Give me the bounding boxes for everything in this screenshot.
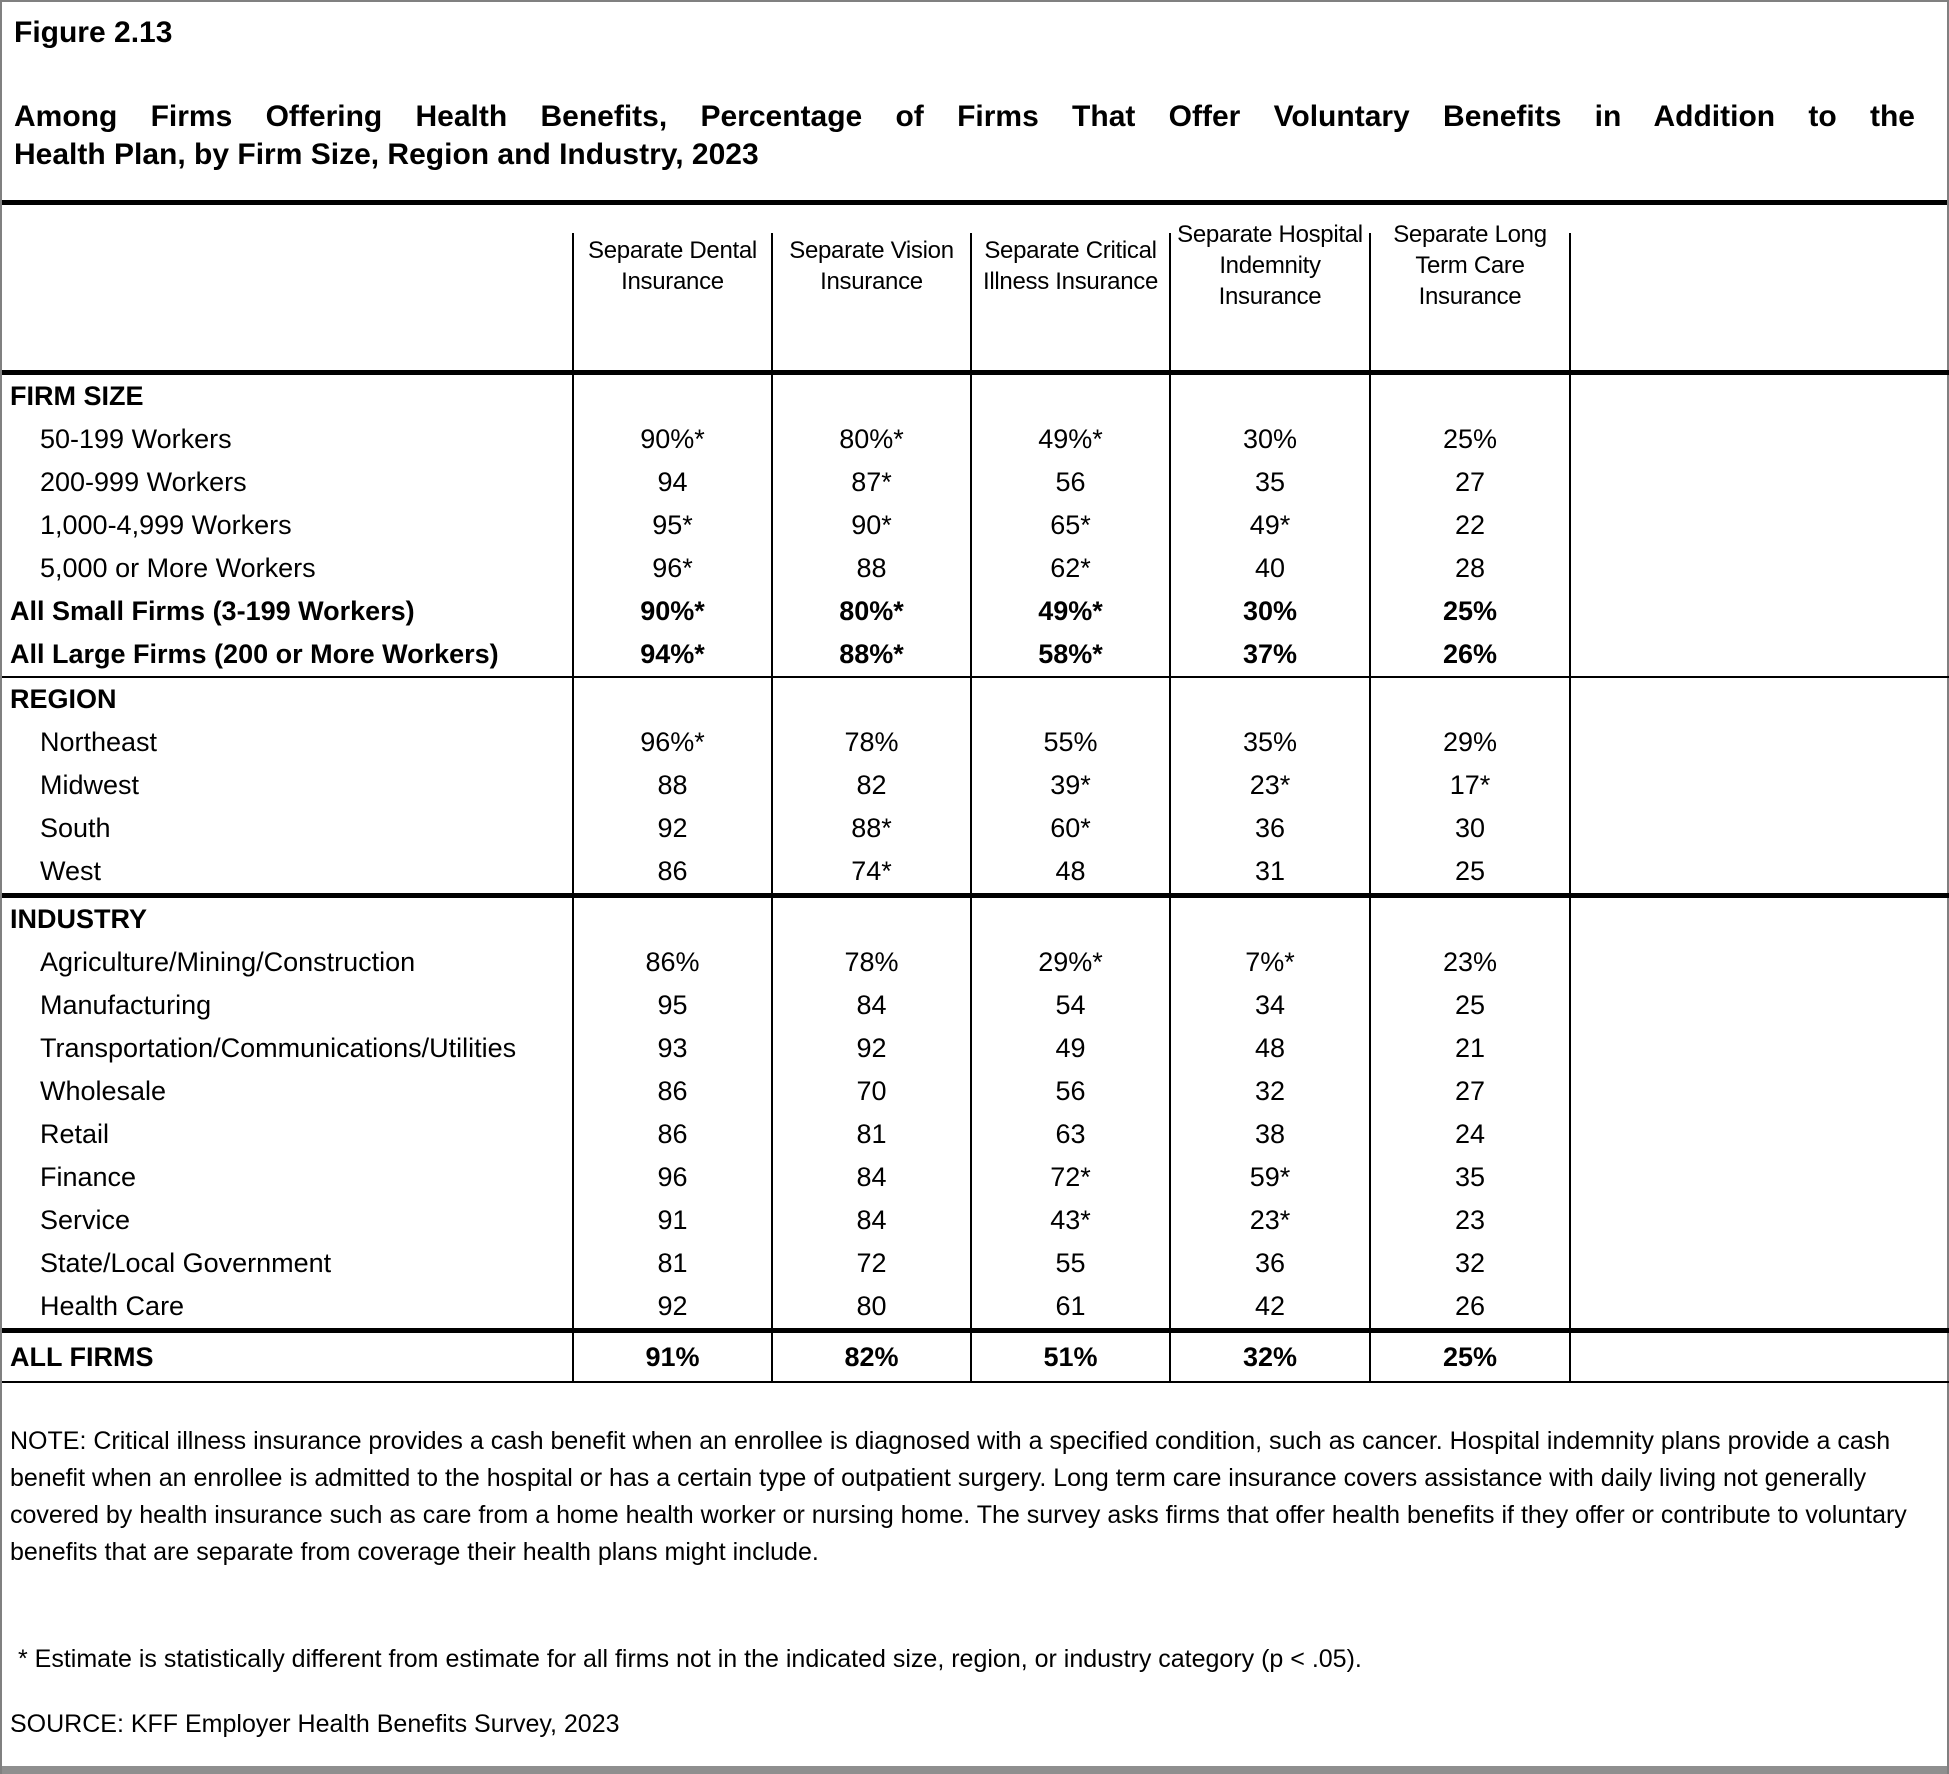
value-cell: 90%* xyxy=(573,590,772,633)
value-cell: 96 xyxy=(573,1156,772,1199)
data-row xyxy=(2,1070,1949,1113)
value-cell: 22 xyxy=(1370,504,1570,547)
value-cell: 94%* xyxy=(573,633,772,677)
filler-cell xyxy=(1570,984,1949,1027)
value-cell: 86 xyxy=(573,1070,772,1113)
value-cell: 23* xyxy=(1170,764,1370,807)
empty-cell xyxy=(1370,896,1570,942)
row-label: Retail xyxy=(40,1119,110,1149)
value-cell: 32 xyxy=(1170,1070,1370,1113)
row-label: South xyxy=(40,813,111,843)
row-label: Wholesale xyxy=(40,1076,167,1106)
value-cell: 23* xyxy=(1170,1199,1370,1242)
empty-cell xyxy=(971,677,1170,721)
filler-cell xyxy=(1570,1242,1949,1285)
figure-label: Figure 2.13 xyxy=(14,16,173,49)
value-cell: 55 xyxy=(971,1242,1170,1285)
value-cell: 25% xyxy=(1370,1331,1570,1383)
value-cell: 49 xyxy=(971,1027,1170,1070)
value-cell: 35 xyxy=(1170,461,1370,504)
filler-cell xyxy=(1570,418,1949,461)
section-header-row xyxy=(2,896,1949,942)
filler-cell xyxy=(1570,590,1949,633)
value-cell: 36 xyxy=(1170,1242,1370,1285)
filler-cell xyxy=(1570,1199,1949,1242)
value-cell: 61 xyxy=(971,1285,1170,1331)
benefits-table xyxy=(2,205,1949,1383)
footnote-text: * Estimate is statistically different from estimate for all firms not in the indicated size, region, or industry category (p < .05). xyxy=(18,1645,1362,1673)
value-cell: 23% xyxy=(1370,941,1570,984)
filler-cell xyxy=(1570,896,1949,942)
value-cell: 59* xyxy=(1170,1156,1370,1199)
value-cell: 56 xyxy=(971,1070,1170,1113)
value-cell: 58%* xyxy=(971,633,1170,677)
value-cell: 88 xyxy=(573,764,772,807)
value-cell: 88 xyxy=(772,547,971,590)
value-cell: 25 xyxy=(1370,984,1570,1027)
empty-cell xyxy=(1370,677,1570,721)
data-row xyxy=(2,807,1949,850)
value-cell: 49%* xyxy=(971,418,1170,461)
value-cell: 54 xyxy=(971,984,1170,1027)
value-cell: 78% xyxy=(772,721,971,764)
section-title: INDUSTRY xyxy=(10,904,148,934)
row-label: Finance xyxy=(40,1162,137,1192)
empty-cell xyxy=(1370,373,1570,419)
empty-cell xyxy=(573,677,772,721)
filler-cell xyxy=(1570,504,1949,547)
value-cell: 23 xyxy=(1370,1199,1570,1242)
total-row xyxy=(2,1331,1949,1383)
note-text: NOTE: Critical illness insurance provides a cash benefit when an enrollee is diagnosed with a specified condition, such as cancer. Hospital indemnity plans provide a cash benefit when an enrollee is admitted to the hospital or has a certain type of outpatient surgery. Long term care insurance covers assistance with daily living not generally covered by health insurance such as care from a home health worker or nursing home. The survey asks firms that offer health benefits if they offer or contribute to voluntary benefits that are separate from coverage their health plans might include. xyxy=(10,1427,1907,1566)
filler-cell xyxy=(1570,1070,1949,1113)
empty-cell xyxy=(1170,373,1370,419)
value-cell: 90%* xyxy=(573,418,772,461)
figure-title xyxy=(14,98,1915,174)
value-cell: 48 xyxy=(1170,1027,1370,1070)
value-cell: 84 xyxy=(772,1156,971,1199)
filler-cell xyxy=(1570,721,1949,764)
empty-cell xyxy=(772,373,971,419)
value-cell: 49%* xyxy=(971,590,1170,633)
value-cell: 88%* xyxy=(772,633,971,677)
value-cell: 82 xyxy=(772,764,971,807)
data-row xyxy=(2,1156,1949,1199)
column-header-vision xyxy=(772,205,971,373)
filler-cell xyxy=(1570,205,1949,373)
value-cell: 62* xyxy=(971,547,1170,590)
value-cell: 84 xyxy=(772,1199,971,1242)
value-cell: 55% xyxy=(971,721,1170,764)
empty-cell xyxy=(772,896,971,942)
row-label: State/Local Government xyxy=(40,1248,332,1278)
value-cell: 82% xyxy=(772,1331,971,1383)
value-cell: 24 xyxy=(1370,1113,1570,1156)
row-label: Transportation/Communications/Utilities xyxy=(40,1033,517,1063)
empty-cell xyxy=(1170,896,1370,942)
value-cell: 32% xyxy=(1170,1331,1370,1383)
row-label: 200-999 Workers xyxy=(40,467,247,497)
row-label: West xyxy=(40,856,102,886)
value-cell: 60* xyxy=(971,807,1170,850)
value-cell: 21 xyxy=(1370,1027,1570,1070)
data-row xyxy=(2,721,1949,764)
data-row xyxy=(2,590,1949,633)
value-cell: 86% xyxy=(573,941,772,984)
value-cell: 7%* xyxy=(1170,941,1370,984)
data-row xyxy=(2,547,1949,590)
value-cell: 39* xyxy=(971,764,1170,807)
value-cell: 30% xyxy=(1170,418,1370,461)
value-cell: 29% xyxy=(1370,721,1570,764)
filler-cell xyxy=(1570,373,1949,419)
data-row xyxy=(2,984,1949,1027)
corner-cell xyxy=(2,205,573,373)
value-cell: 27 xyxy=(1370,1070,1570,1113)
data-row xyxy=(2,764,1949,807)
value-cell: 65* xyxy=(971,504,1170,547)
value-cell: 96%* xyxy=(573,721,772,764)
value-cell: 36 xyxy=(1170,807,1370,850)
figure-title-line-1: Among Firms Offering Health Benefits, Percentage of Firms That Offer Voluntary Benefits in Addition to the xyxy=(14,100,1915,133)
value-cell: 17* xyxy=(1370,764,1570,807)
value-cell: 93 xyxy=(573,1027,772,1070)
value-cell: 49* xyxy=(1170,504,1370,547)
column-header-label: Separate Hospital Indemnity Insurance xyxy=(1177,221,1363,310)
value-cell: 87* xyxy=(772,461,971,504)
filler-cell xyxy=(1570,1285,1949,1331)
value-cell: 40 xyxy=(1170,547,1370,590)
value-cell: 42 xyxy=(1170,1285,1370,1331)
row-label: Midwest xyxy=(40,770,140,800)
row-label: All Small Firms (3-199 Workers) xyxy=(10,596,415,626)
total-row-label: ALL FIRMS xyxy=(10,1341,154,1372)
data-row xyxy=(2,1285,1949,1331)
data-row xyxy=(2,633,1949,677)
row-label: Northeast xyxy=(40,727,158,757)
value-cell: 92 xyxy=(573,1285,772,1331)
empty-cell xyxy=(1170,677,1370,721)
value-cell: 91% xyxy=(573,1331,772,1383)
value-cell: 90* xyxy=(772,504,971,547)
value-cell: 78% xyxy=(772,941,971,984)
row-label: 5,000 or More Workers xyxy=(40,553,316,583)
value-cell: 30% xyxy=(1170,590,1370,633)
value-cell: 92 xyxy=(772,1027,971,1070)
value-cell: 26 xyxy=(1370,1285,1570,1331)
value-cell: 81 xyxy=(772,1113,971,1156)
filler-cell xyxy=(1570,1156,1949,1199)
section-title: REGION xyxy=(10,684,117,714)
empty-cell xyxy=(573,896,772,942)
value-cell: 92 xyxy=(573,807,772,850)
value-cell: 72* xyxy=(971,1156,1170,1199)
filler-cell xyxy=(1570,677,1949,721)
value-cell: 70 xyxy=(772,1070,971,1113)
empty-cell xyxy=(971,373,1170,419)
source-text: SOURCE: KFF Employer Health Benefits Survey, 2023 xyxy=(10,1710,620,1738)
data-row xyxy=(2,418,1949,461)
filler-cell xyxy=(1570,547,1949,590)
column-header-dental xyxy=(573,205,772,373)
value-cell: 27 xyxy=(1370,461,1570,504)
column-header-label: Separate Critical Illness Insurance xyxy=(983,236,1158,295)
value-cell: 88* xyxy=(772,807,971,850)
value-cell: 86 xyxy=(573,850,772,896)
data-row xyxy=(2,1242,1949,1285)
column-header-row xyxy=(2,205,1949,373)
data-row xyxy=(2,850,1949,896)
value-cell: 37% xyxy=(1170,633,1370,677)
table-body xyxy=(2,373,1949,1383)
column-header-label: Separate Vision Insurance xyxy=(789,236,954,295)
value-cell: 35 xyxy=(1370,1156,1570,1199)
empty-cell xyxy=(971,896,1170,942)
section-header-row xyxy=(2,373,1949,419)
value-cell: 94 xyxy=(573,461,772,504)
column-header-hospital-indemnity xyxy=(1170,205,1370,373)
value-cell: 86 xyxy=(573,1113,772,1156)
value-cell: 56 xyxy=(971,461,1170,504)
value-cell: 28 xyxy=(1370,547,1570,590)
row-label: Agriculture/Mining/Construction xyxy=(40,947,416,977)
value-cell: 43* xyxy=(971,1199,1170,1242)
filler-cell xyxy=(1570,1113,1949,1156)
filler-cell xyxy=(1570,807,1949,850)
value-cell: 38 xyxy=(1170,1113,1370,1156)
value-cell: 29%* xyxy=(971,941,1170,984)
value-cell: 91 xyxy=(573,1199,772,1242)
value-cell: 51% xyxy=(971,1331,1170,1383)
data-row xyxy=(2,1113,1949,1156)
filler-cell xyxy=(1570,1027,1949,1070)
row-label: All Large Firms (200 or More Workers) xyxy=(10,639,499,669)
value-cell: 95 xyxy=(573,984,772,1027)
value-cell: 74* xyxy=(772,850,971,896)
row-label: 1,000-4,999 Workers xyxy=(40,510,292,540)
value-cell: 80%* xyxy=(772,590,971,633)
value-cell: 31 xyxy=(1170,850,1370,896)
value-cell: 25 xyxy=(1370,850,1570,896)
row-label: Manufacturing xyxy=(40,990,212,1020)
title-block xyxy=(2,2,1947,174)
filler-cell xyxy=(1570,1331,1949,1383)
section-header-row xyxy=(2,677,1949,721)
column-header-label: Separate Long Term Care Insurance xyxy=(1393,221,1547,310)
filler-cell xyxy=(1570,764,1949,807)
value-cell: 35% xyxy=(1170,721,1370,764)
filler-cell xyxy=(1570,633,1949,677)
value-cell: 80%* xyxy=(772,418,971,461)
value-cell: 96* xyxy=(573,547,772,590)
filler-cell xyxy=(1570,850,1949,896)
value-cell: 95* xyxy=(573,504,772,547)
value-cell: 32 xyxy=(1370,1242,1570,1285)
row-label: Service xyxy=(40,1205,131,1235)
row-label: 50-199 Workers xyxy=(40,424,232,454)
value-cell: 81 xyxy=(573,1242,772,1285)
bottom-bar xyxy=(2,1766,1947,1774)
data-row xyxy=(2,1027,1949,1070)
value-cell: 26% xyxy=(1370,633,1570,677)
column-header-long-term-care xyxy=(1370,205,1570,373)
row-label: Health Care xyxy=(40,1291,185,1321)
data-row xyxy=(2,941,1949,984)
data-row xyxy=(2,504,1949,547)
value-cell: 48 xyxy=(971,850,1170,896)
column-header-label: Separate Dental Insurance xyxy=(588,236,757,295)
value-cell: 25% xyxy=(1370,590,1570,633)
value-cell: 80 xyxy=(772,1285,971,1331)
value-cell: 34 xyxy=(1170,984,1370,1027)
value-cell: 25% xyxy=(1370,418,1570,461)
value-cell: 72 xyxy=(772,1242,971,1285)
value-cell: 84 xyxy=(772,984,971,1027)
section-title: FIRM SIZE xyxy=(10,381,144,411)
empty-cell xyxy=(772,677,971,721)
data-row xyxy=(2,461,1949,504)
empty-cell xyxy=(573,373,772,419)
filler-cell xyxy=(1570,461,1949,504)
filler-cell xyxy=(1570,941,1949,984)
figure-title-line-2: Health Plan, by Firm Size, Region and Industry, 2023 xyxy=(14,138,759,171)
value-cell: 63 xyxy=(971,1113,1170,1156)
column-header-critical-illness xyxy=(971,205,1170,373)
value-cell: 30 xyxy=(1370,807,1570,850)
data-row xyxy=(2,1199,1949,1242)
